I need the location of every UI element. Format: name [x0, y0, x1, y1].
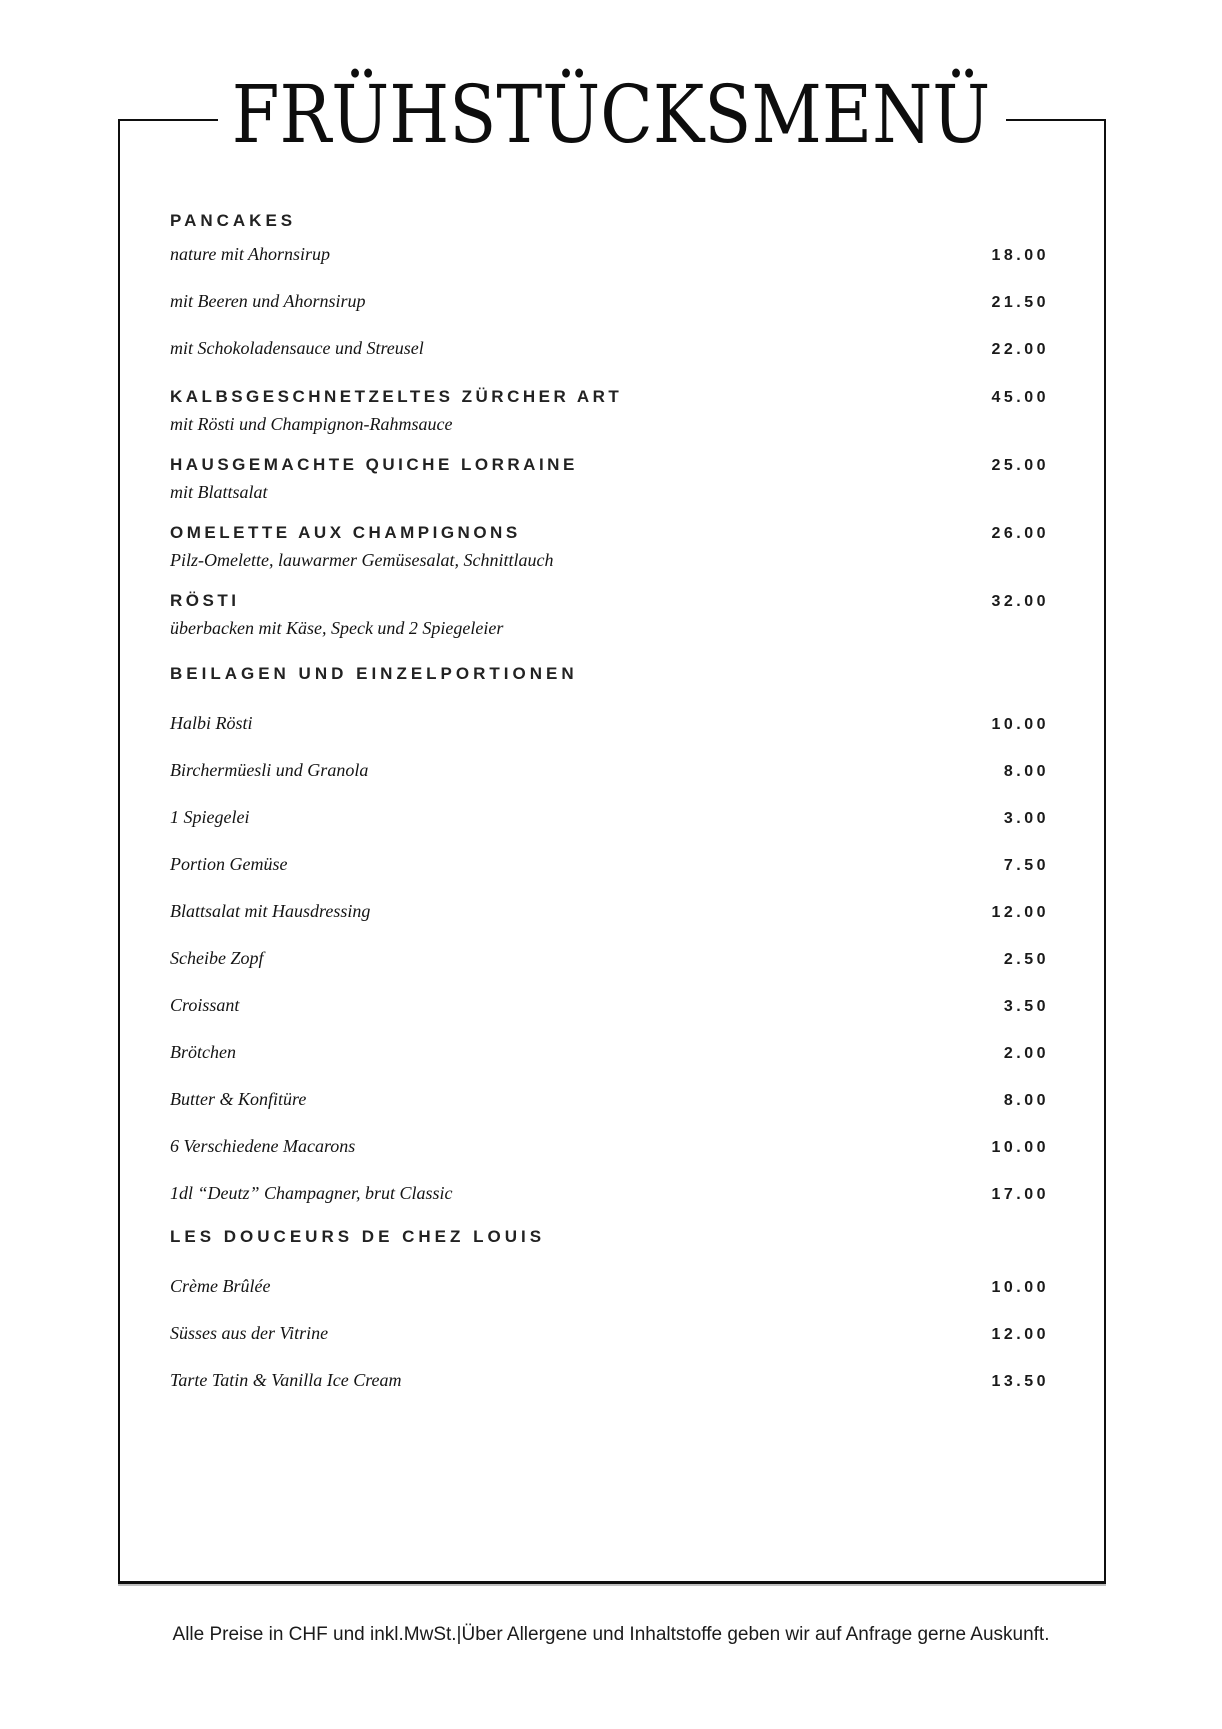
- menu-item-description: mit Blattsalat: [170, 482, 268, 502]
- menu-item-row: [170, 1179, 1049, 1209]
- menu-item-price: 26.00: [991, 525, 1049, 542]
- menu-item-price: 10.00: [991, 1139, 1049, 1156]
- menu-item-name: OMELETTE AUX CHAMPIGNONS: [170, 523, 521, 542]
- menu-item-name: RÖSTI: [170, 591, 240, 610]
- menu-item-row: [170, 1319, 1049, 1349]
- menu-item-row: [170, 897, 1049, 927]
- menu-item-row: [170, 240, 1049, 270]
- menu-item-description: Halbi Rösti: [170, 713, 253, 733]
- menu-item-price: 8.00: [1003, 763, 1049, 780]
- menu-item-price: 17.00: [991, 1186, 1049, 1203]
- menu-item-description: 1 Spiegelei: [170, 807, 250, 827]
- menu-item-price: 21.50: [991, 294, 1049, 311]
- menu-item-row: [170, 850, 1049, 880]
- menu-dish: [170, 385, 1049, 438]
- menu-item-description: Brötchen: [170, 1042, 236, 1062]
- menu-item-price: 12.00: [991, 904, 1049, 921]
- section-heading: BEILAGEN UND EINZELPORTIONEN: [170, 664, 578, 683]
- menu-item-price: 13.50: [991, 1373, 1049, 1390]
- menu-item-price: 7.50: [1003, 857, 1049, 874]
- title-rule-left: [118, 119, 218, 121]
- menu-item-description: 1dl “Deutz” Champagner, brut Classic: [170, 1183, 453, 1203]
- menu-item-description: Süsses aus der Vitrine: [170, 1323, 329, 1343]
- menu-item-row: [170, 709, 1049, 739]
- menu-item-price: 22.00: [991, 341, 1049, 358]
- menu-item-description: mit Beeren und Ahornsirup: [170, 291, 366, 311]
- section-heading: LES DOUCEURS DE CHEZ LOUIS: [170, 1227, 546, 1246]
- menu-item-row: [170, 1132, 1049, 1162]
- menu-item-description: Scheibe Zopf: [170, 948, 264, 968]
- menu-item-description: 6 Verschiedene Macarons: [170, 1136, 356, 1156]
- page-title-text: FRÜHSTÜCKSMENÜ: [231, 68, 991, 161]
- title-rule-right: [1006, 119, 1106, 121]
- menu-item-row: [170, 944, 1049, 974]
- menu-item-price: 18.00: [991, 247, 1049, 264]
- menu-item-row: [170, 1085, 1049, 1115]
- menu-item-price: 2.50: [1003, 951, 1049, 968]
- menu-item-description: Butter & Konfitüre: [170, 1089, 307, 1109]
- menu-content: [120, 120, 1104, 1396]
- menu-item-row: [170, 1272, 1049, 1302]
- menu-item-price: 8.00: [1003, 1092, 1049, 1109]
- menu-item-name: HAUSGEMACHTE QUICHE LORRAINE: [170, 455, 578, 474]
- menu-item-row: [170, 756, 1049, 786]
- menu-item-description: überbacken mit Käse, Speck und 2 Spiegeleier: [170, 618, 504, 638]
- menu-dish: [170, 589, 1049, 642]
- menu-item-price: 3.50: [1003, 998, 1049, 1015]
- menu-item-price: 2.00: [1003, 1045, 1049, 1062]
- section-heading: PANCAKES: [170, 211, 297, 230]
- footer-note: Alle Preise in CHF und inkl.MwSt.|Über Allergene und Inhaltstoffe geben wir auf Anfrage gerne Auskunft.: [172, 1624, 1050, 1645]
- menu-item-description: mit Rösti und Champignon-Rahmsauce: [170, 414, 453, 434]
- menu-item-row: [170, 287, 1049, 317]
- menu-item-description: nature mit Ahornsirup: [170, 244, 331, 264]
- menu-item-price: 45.00: [991, 389, 1049, 406]
- menu-item-description: Tarte Tatin & Vanilla Ice Cream: [170, 1370, 402, 1390]
- menu-item-description: Pilz-Omelette, lauwarmer Gemüsesalat, Schnittlauch: [170, 550, 554, 570]
- menu-item-description: mit Schokoladensauce und Streusel: [170, 338, 424, 358]
- menu-dish: [170, 521, 1049, 574]
- menu-item-row: [170, 1366, 1049, 1396]
- menu-item-description: Birchermüesli und Granola: [170, 760, 369, 780]
- menu-item-row: [170, 991, 1049, 1021]
- menu-dish-title-row: [170, 521, 1049, 546]
- menu-dish-title-row: [170, 589, 1049, 614]
- menu-item-description: Croissant: [170, 995, 240, 1015]
- menu-item-name: KALBSGESCHNETZELTES ZÜRCHER ART: [170, 387, 623, 406]
- menu-item-price: 25.00: [991, 457, 1049, 474]
- menu-dish-title-row: [170, 453, 1049, 478]
- menu-item-row: [170, 803, 1049, 833]
- menu-item-price: 10.00: [991, 1279, 1049, 1296]
- menu-item-description: Portion Gemüse: [170, 854, 288, 874]
- menu-item-row: [170, 1038, 1049, 1068]
- menu-frame: [118, 120, 1106, 1584]
- menu-item-price: 32.00: [991, 593, 1049, 610]
- menu-dish-title-row: [170, 385, 1049, 410]
- menu-item-price: 3.00: [1003, 810, 1049, 827]
- menu-item-description: Crème Brûlée: [170, 1276, 271, 1296]
- menu-item-row: [170, 334, 1049, 364]
- menu-item-price: 10.00: [991, 716, 1049, 733]
- menu-dish: [170, 453, 1049, 506]
- menu-item-price: 12.00: [991, 1326, 1049, 1343]
- menu-item-description: Blattsalat mit Hausdressing: [170, 901, 371, 921]
